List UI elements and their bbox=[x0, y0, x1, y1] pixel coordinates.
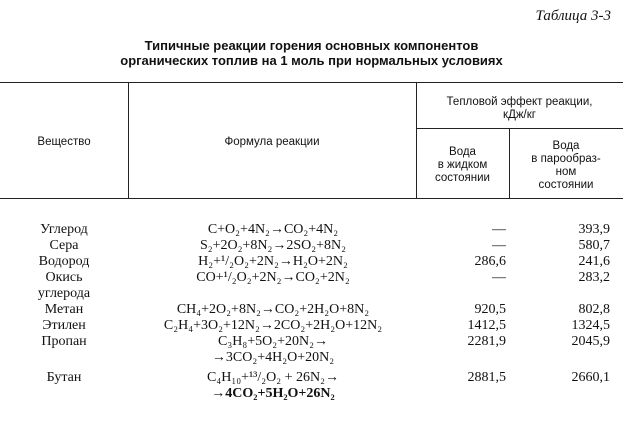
vapor-value-cell: 580,7 bbox=[578, 238, 610, 253]
header-vapor-line-2: в парообраз- bbox=[531, 153, 601, 165]
header-vapor-water bbox=[509, 140, 623, 192]
substance-cell: Бутан bbox=[46, 370, 82, 385]
formula-cell: CO+¹/₂O₂+2N₂→CO₂+2N₂ bbox=[196, 270, 350, 285]
vapor-value-cell: 802,8 bbox=[578, 302, 610, 317]
subheader-rule bbox=[416, 128, 623, 129]
formula-cell: CH₄+2O₂+8N₂→CO₂+2H₂O+8N₂ bbox=[176, 302, 370, 317]
liquid-value-cell: — bbox=[492, 270, 506, 285]
vapor-value-cell: 393,9 bbox=[578, 222, 610, 237]
substance-cell: Метан bbox=[44, 302, 84, 317]
header-vapor-line-1: Вода bbox=[552, 140, 580, 152]
vapor-value-cell: 2045,9 bbox=[571, 334, 610, 349]
liquid-value-cell: 2881,5 bbox=[467, 370, 506, 385]
header-vapor-line-4: состоянии bbox=[538, 179, 594, 191]
table-title-line-2: органических топлив на 1 моль при нормальных условиях bbox=[120, 53, 503, 68]
header-heat-effect-line-1: Тепловой эффект реакции, bbox=[446, 96, 593, 108]
formula-cell: C+O₂+4N₂→CO₂+4N₂ bbox=[207, 222, 339, 237]
substance-cell: Этилен bbox=[42, 318, 86, 333]
liquid-value-cell: — bbox=[492, 222, 506, 237]
formula-cell: C₂H₄+3O₂+12N₂→2CO₂+2H₂O+12N₂ bbox=[163, 318, 383, 333]
substance-cell-continuation: углерода bbox=[37, 286, 91, 301]
formula-cell: C₃H₈+5O₂+20N₂→ bbox=[218, 334, 328, 349]
formula-cell: S₂+2O₂+8N₂→2SO₂+8N₂ bbox=[199, 238, 347, 253]
table-number: Таблица 3-3 bbox=[535, 8, 611, 24]
liquid-value-cell: 286,6 bbox=[474, 254, 506, 269]
substance-cell: Пропан bbox=[41, 334, 87, 349]
formula-cell-continuation: →4CO₂+5H₂O+26N₂ bbox=[211, 386, 335, 401]
header-bottom-rule bbox=[0, 198, 623, 199]
formula-cell: C₄H₁₀+¹³/₂O₂ + 26N₂→ bbox=[206, 370, 340, 385]
substance-cell: Сера bbox=[49, 238, 79, 253]
substance-cell: Водород bbox=[38, 254, 90, 269]
header-liquid-water bbox=[416, 146, 509, 185]
substance-cell: Окись bbox=[45, 270, 83, 285]
header-vapor-line-3: ном bbox=[555, 166, 577, 178]
header-heat-effect bbox=[416, 96, 623, 122]
formula-cell-continuation: →3CO₂+4H₂O+20N₂ bbox=[211, 350, 335, 365]
header-liquid-line-2: в жидком bbox=[437, 159, 488, 171]
formula-cell: H₂+¹/₂O₂+2N₂→H₂O+2N₂ bbox=[198, 254, 348, 269]
table-title-line-1: Типичные реакции горения основных компонентов bbox=[144, 38, 479, 53]
header-substance: Вещество bbox=[37, 136, 91, 148]
header-liquid-line-3: состоянии bbox=[435, 172, 490, 184]
top-rule bbox=[0, 82, 623, 83]
vapor-value-cell: 2660,1 bbox=[571, 370, 610, 385]
liquid-value-cell: 1412,5 bbox=[467, 318, 506, 333]
vapor-value-cell: 241,6 bbox=[578, 254, 610, 269]
header-heat-effect-line-2: кДж/кг bbox=[503, 109, 536, 121]
liquid-value-cell: 2281,9 bbox=[467, 334, 506, 349]
substance-cell: Углерод bbox=[40, 222, 88, 237]
vapor-value-cell: 283,2 bbox=[578, 270, 610, 285]
header-liquid-line-1: Вода bbox=[449, 146, 476, 158]
liquid-value-cell: 920,5 bbox=[474, 302, 506, 317]
vapor-value-cell: 1324,5 bbox=[571, 318, 610, 333]
header-formula: Формула реакции bbox=[224, 136, 320, 148]
liquid-value-cell: — bbox=[492, 238, 506, 253]
